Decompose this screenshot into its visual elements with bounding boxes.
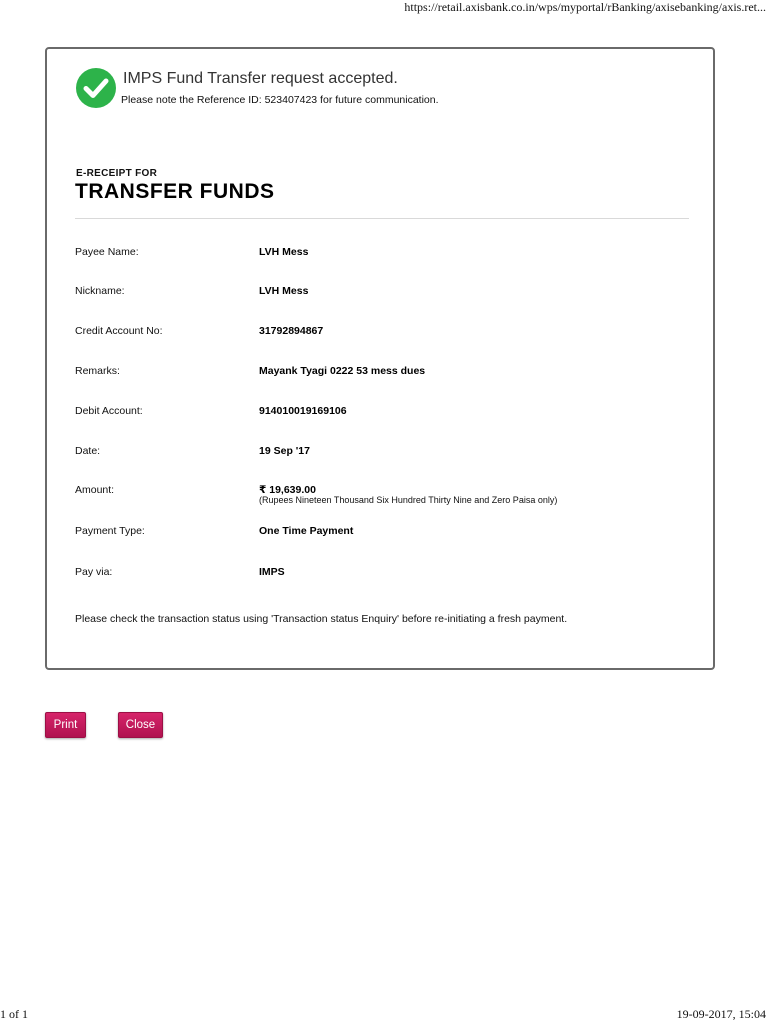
receipt-kicker: E-RECEIPT FOR: [76, 168, 158, 179]
receipt-card: [45, 47, 715, 670]
receipt-title: TRANSFER FUNDS: [75, 180, 275, 203]
page-count: 1 of 1: [0, 1007, 28, 1021]
print-timestamp: 19-09-2017, 15:04: [676, 1007, 766, 1021]
pay-via-label: Pay via:: [75, 566, 113, 578]
payee-name-value: LVH Mess: [259, 246, 309, 258]
remarks-value: Mayank Tyagi 0222 53 mess dues: [259, 365, 426, 377]
payee-name-label: Payee Name:: [75, 246, 139, 258]
amount-in-words: (Rupees Nineteen Thousand Six Hundred Thirty Nine and Zero Paisa only): [259, 495, 558, 505]
credit-account-value: 31792894867: [259, 325, 324, 337]
nickname-value: LVH Mess: [259, 285, 309, 297]
print-button[interactable]: Print: [45, 712, 86, 738]
nickname-label: Nickname:: [75, 285, 125, 297]
payment-type-label: Payment Type:: [75, 525, 145, 537]
payment-type-value: One Time Payment: [259, 525, 354, 537]
status-enquiry-note: Please check the transaction status using 'Transaction status Enquiry' before re-initiating a fresh payment.: [75, 613, 568, 625]
date-label: Date:: [75, 445, 101, 457]
close-button[interactable]: Close: [118, 712, 163, 738]
debit-account-value: 914010019169106: [259, 405, 347, 417]
amount-label: Amount:: [75, 484, 115, 496]
reference-id-text: Please note the Reference ID: 523407423 for future communication.: [121, 94, 439, 106]
debit-account-label: Debit Account:: [75, 405, 143, 417]
check-circle-icon: [75, 67, 117, 109]
amount-value: ₹ 19,639.00: [259, 484, 316, 496]
remarks-label: Remarks:: [75, 365, 120, 377]
credit-account-label: Credit Account No:: [75, 325, 163, 337]
print-header-url: https://retail.axisbank.co.in/wps/myportal/rBanking/axisebanking/axis.ret...: [404, 0, 766, 14]
status-banner: [75, 67, 695, 111]
pay-via-value: IMPS: [259, 566, 285, 578]
divider: [75, 218, 689, 219]
date-value: 19 Sep '17: [259, 445, 310, 457]
status-title: IMPS Fund Transfer request accepted.: [123, 70, 398, 87]
